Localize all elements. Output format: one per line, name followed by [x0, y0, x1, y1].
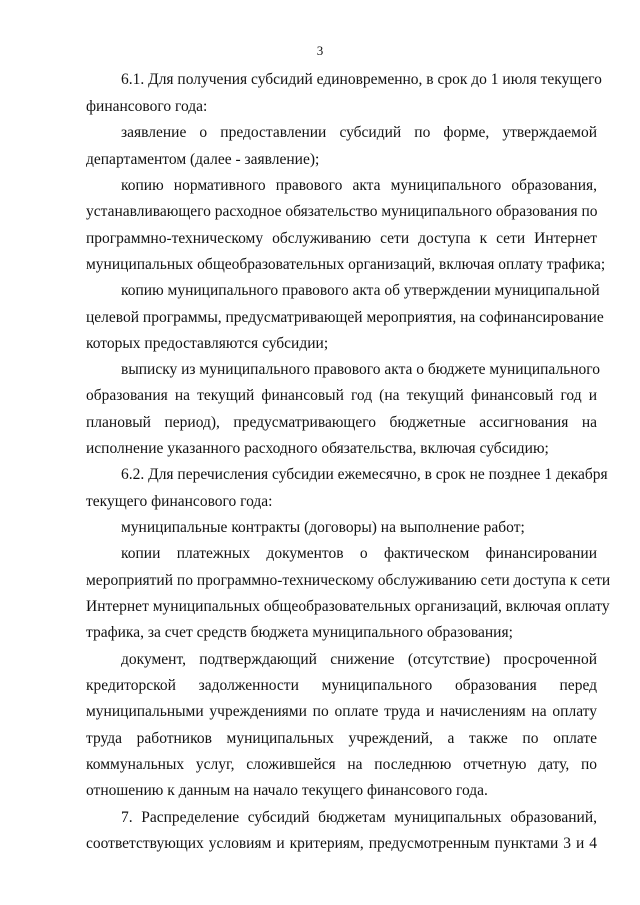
text-line: 6.2. Для перечисления субсидии ежемесячно, в срок не позднее 1 декабря [121, 466, 608, 483]
text-line: 7. Распределение субсидий бюджетам муниципальных образований, [121, 809, 597, 826]
text-line: устанавливающего расходное обязательство муниципального образования по [86, 203, 598, 220]
text-line: финансового года: [86, 98, 208, 115]
text-line: копии платежных документов о фактическом финансировании [121, 545, 597, 562]
text-line: отношению к данным на начало текущего финансового года. [86, 782, 488, 799]
text-line: департаментом (далее - заявление); [86, 151, 320, 168]
text-line: муниципальных общеобразовательных организаций, включая оплату трафика; [86, 256, 606, 273]
text-line: муниципальными учреждениями по оплате труда и начислениям на оплату [86, 703, 597, 720]
text-line: соответствующих условиям и критериям, предусмотренным пунктами 3 и 4 [86, 835, 597, 852]
text-line: коммунальных услуг, сложившейся на последнюю отчетную дату, по [86, 756, 597, 773]
text-line: заявление о предоставлении субсидий по форме, утверждаемой [121, 124, 597, 141]
text-line: копию нормативного правового акта муниципального образования, [121, 177, 597, 194]
text-line: труда работников муниципальных учреждений, а также по оплате [86, 730, 597, 747]
text-line: исполнение указанного расходного обязательства, включая субсидию; [86, 440, 549, 457]
text-line: документ, подтверждающий снижение (отсутствие) просроченной [121, 651, 597, 668]
text-line: выписку из муниципального правового акта о бюджете муниципального [121, 361, 601, 378]
text-line: программно-техническому обслуживанию сети доступа к сети Интернет [86, 230, 597, 247]
page-number: 3 [316, 43, 324, 58]
text-line: текущего финансового года: [86, 493, 273, 510]
text-line: 6.1. Для получения субсидий единовременно, в срок до 1 июля текущего [121, 71, 602, 88]
text-line: плановый период), предусматривающего бюджетные ассигнования на [86, 414, 597, 431]
text-line: копию муниципального правового акта об утверждении муниципальной [121, 282, 600, 299]
text-line: Интернет муниципальных общеобразовательных организаций, включая оплату [86, 598, 610, 615]
text-line: образования на текущий финансовый год (на текущий финансовый год и [86, 387, 597, 404]
text-line: трафика, за счет средств бюджета муниципального образования; [86, 624, 513, 641]
text-line: муниципальные контракты (договоры) на выполнение работ; [121, 519, 525, 536]
text-line: кредиторской задолженности муниципального образования перед [86, 677, 597, 694]
text-line: целевой программы, предусматривающей мероприятия, на софинансирование [86, 309, 604, 326]
text-line: мероприятий по программно-техническому обслуживанию сети доступа к сети [86, 572, 611, 589]
text-line: которых предоставляются субсидии; [86, 335, 329, 352]
